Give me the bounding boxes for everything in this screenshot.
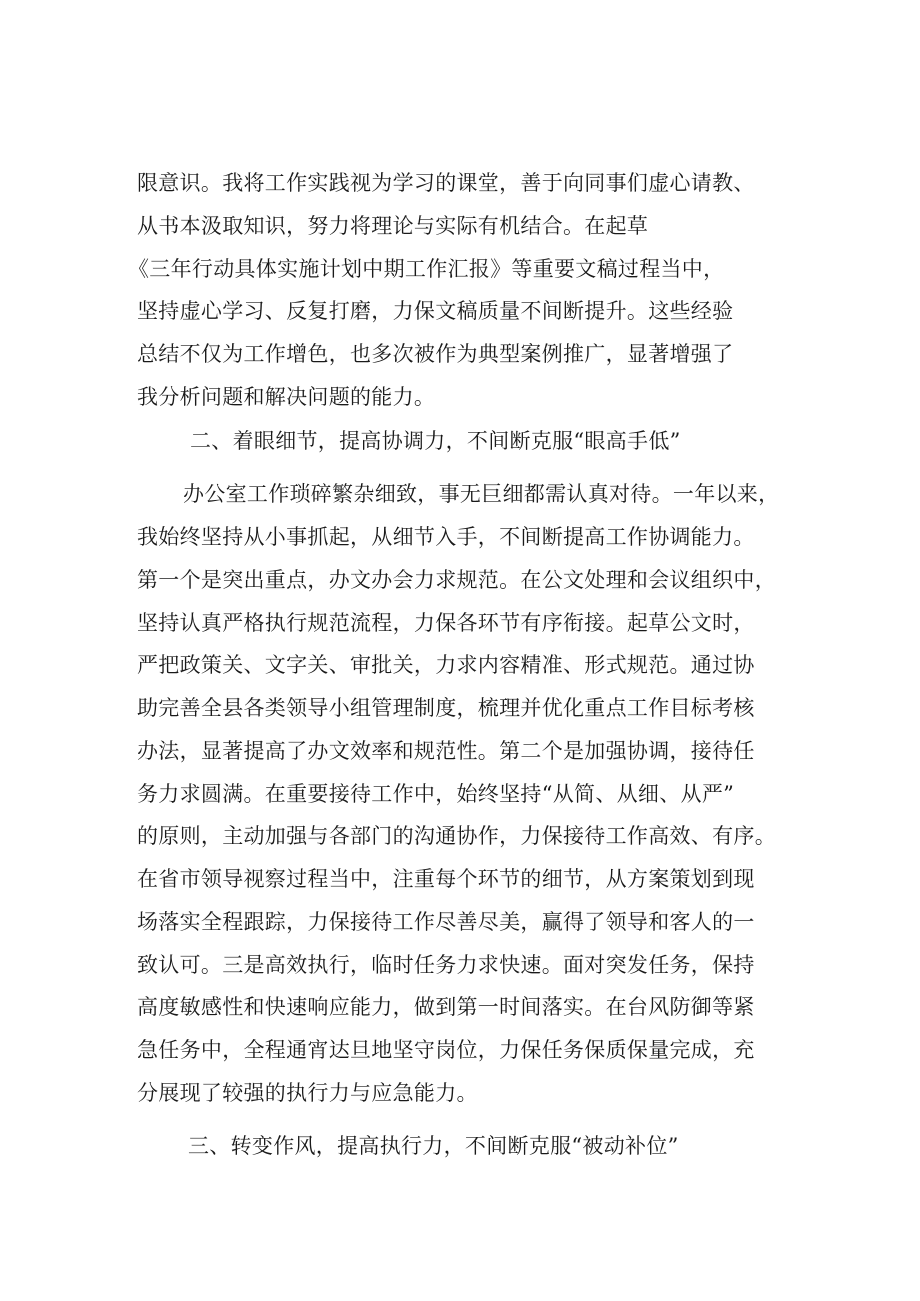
section-heading-2: 二、着眼细节，提高协调力，不间断克服“眼高手低” — [190, 429, 681, 453]
text-line: 我始终坚持从小事抓起，从细节入手，不间断提高工作协调能力。 — [137, 525, 755, 549]
text-line: 第一个是突出重点，办文办会力求规范。在公文处理和会议组织中， — [137, 568, 776, 592]
text-line: 严把政策关、文字关、审批关，力求内容精准、形式规范。通过协 — [137, 653, 755, 677]
text-line: 《三年行动具体实施计划中期工作汇报》等重要文稿过程当中， — [128, 257, 725, 281]
text-line: 场落实全程跟踪，力保接待工作尽善尽美，赢得了领导和客人的一 — [137, 910, 755, 934]
text-line: 在省市领导视察过程当中，注重每个环节的细节，从方案策划到现 — [137, 867, 755, 891]
section-heading-3: 三、转变作风，提高执行力，不间断克服“被动补位” — [188, 1134, 679, 1158]
text-line: 分展现了较强的执行力与应急能力。 — [137, 1081, 478, 1105]
text-line: 助完善全县各类领导小组管理制度，梳理并优化重点工作目标考核 — [137, 696, 755, 720]
text-line: 务力求圆满。在重要接待工作中，始终坚持“从简、从细、从严” — [137, 782, 735, 806]
text-line: 坚持虚心学习、反复打磨，力保文稿质量不间断提升。这些经验 — [137, 299, 734, 323]
text-line: 我分析问题和解决问题的能力。 — [137, 385, 436, 409]
text-line: 急任务中，全程通宵达旦地坚守岗位，力保任务保质保量完成，充 — [137, 1038, 755, 1062]
text-line: 坚持认真严格执行规范流程，力保各环节有序衔接。起草公文时， — [137, 611, 755, 635]
text-line: 的原则，主动加强与各部门的沟通协作，力保接待工作高效、有序。 — [137, 824, 776, 848]
text-line: 高度敏感性和快速响应能力，做到第一时间落实。在台风防御等紧 — [137, 995, 755, 1019]
text-line: 限意识。我将工作实践视为学习的课堂，善于向同事们虚心请教、 — [137, 171, 755, 195]
text-line: 办法，显著提高了办文效率和规范性。第二个是加强协调，接待任 — [137, 739, 755, 763]
text-line: 致认可。三是高效执行，临时任务力求快速。面对突发任务，保持 — [137, 953, 755, 977]
text-line: 总结不仅为工作增色，也多次被作为典型案例推广，显著增强了 — [137, 342, 734, 366]
text-line: 从书本汲取知识，努力将理论与实际有机结合。在起草 — [137, 214, 649, 238]
text-line: 办公室工作琐碎繁杂细致，事无巨细都需认真对待。一年以来， — [183, 482, 780, 506]
